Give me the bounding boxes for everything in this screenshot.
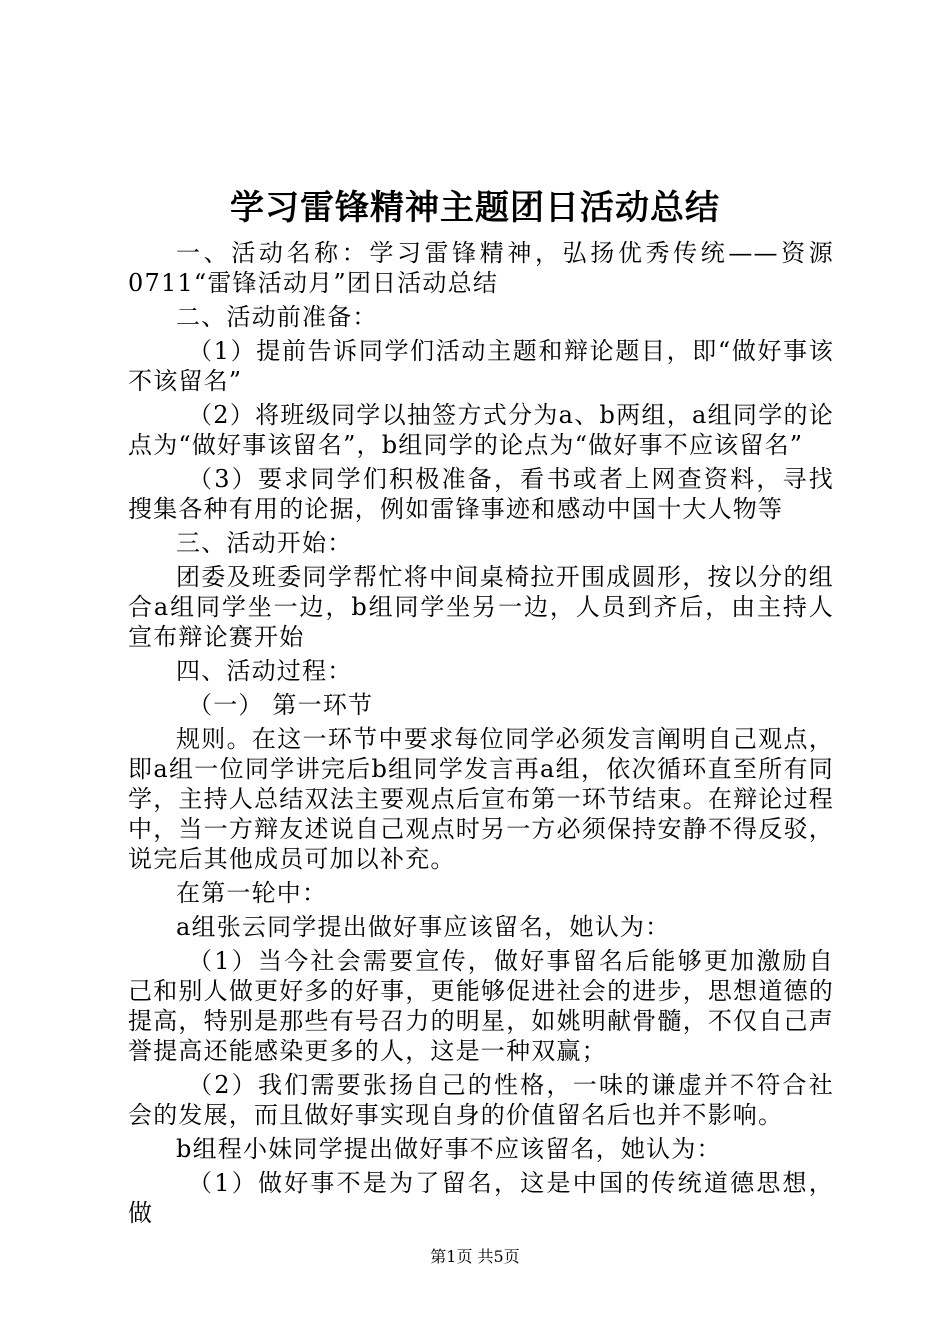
document-body <box>128 238 834 1232</box>
paragraph: 团委及班委同学帮忙将中间桌椅拉开围成圆形，按以分的组合a组同学坐一边，b组同学坐另一边，人员到齐后，由主持人宣布辩论赛开始 <box>128 563 834 651</box>
paragraph: 四、活动过程： <box>176 657 353 685</box>
paragraph: （一） 第一环节 <box>188 691 374 719</box>
paragraph: b组程小妹同学提出做好事不应该留名，她认为： <box>176 1135 722 1163</box>
paragraph: 在第一轮中： <box>176 879 328 907</box>
paragraph: a组张云同学提出做好事应该留名，她认为： <box>176 913 671 941</box>
paragraph: （1）提前告诉同学们活动主题和辩论题目，即“做好事该不该留名” <box>128 337 834 395</box>
paragraph: （2）我们需要张扬自己的性格，一味的谦虚并不符合社会的发展，而且做好事实现自身的价值留名后也并不影响。 <box>128 1071 834 1129</box>
paragraph: （1）当今社会需要宣传，做好事留名后能够更加激励自己和别人做更好多的好事，更能够促进社会的进步，思想道德的提高，特别是那些有号召力的明星，如姚明献骨髓，不仅自己声誉提高还能感染更多的人，这是一种双赢； <box>128 947 834 1065</box>
paragraph: 规则。在这一环节中要求每位同学必须发言阐明自己观点，即a组一位同学讲完后b组同学发言再a组，依次循环直至所有同学，主持人总结双法主要观点后宣布第一环节结束。在辩论过程中，当一方辩友述说自己观点时另一方必须保持安静不得反驳，说完后其他成员可加以补充。 <box>128 725 834 873</box>
paragraph: 二、活动前准备： <box>176 303 378 331</box>
paragraph: （1）做好事不是为了留名，这是中国的传统道德思想，做 <box>128 1169 834 1227</box>
paragraph: （3）要求同学们积极准备，看书或者上网查资料，寻找搜集各种有用的论据，例如雷锋事迹和感动中国十大人物等 <box>128 465 834 523</box>
document-title: 学习雷锋精神主题团日活动总结 <box>230 188 720 228</box>
paragraph: 三、活动开始： <box>176 529 353 557</box>
paragraph: （2）将班级同学以抽签方式分为a、b两组，a组同学的论点为“做好事该留名”，b组同学的论点为“做好事不应该留名” <box>128 401 834 459</box>
paragraph: 一、活动名称：学习雷锋精神，弘扬优秀传统——资源0711“雷锋活动月”团日活动总结 <box>128 239 834 297</box>
page-footer: 第1页 共5页 <box>430 1247 520 1266</box>
